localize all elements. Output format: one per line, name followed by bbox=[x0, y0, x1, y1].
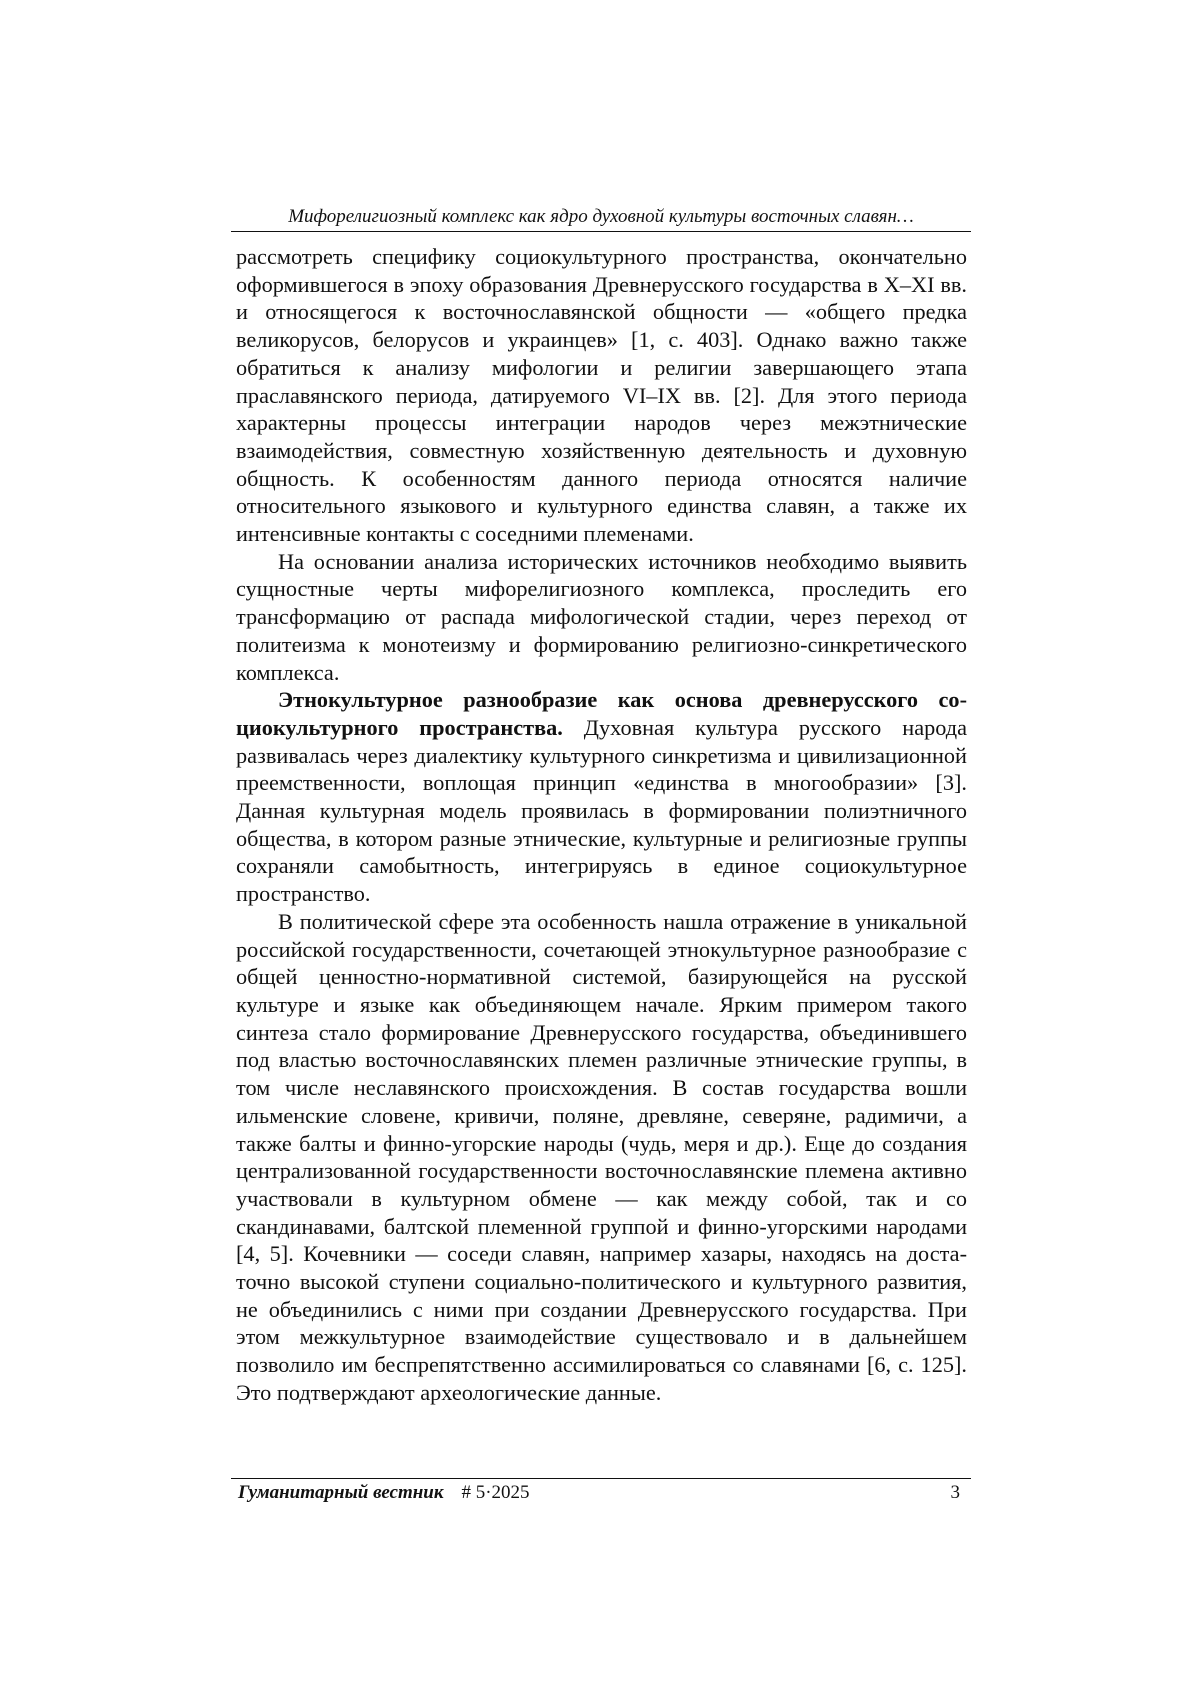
section-heading: Этнокультурное разнообразие как основа древнерусского социокультурного пространства. bbox=[236, 687, 967, 740]
footer bbox=[238, 1482, 960, 1504]
paragraph-text: рассмотреть специфику социокультурного пространства, окончательно оформившегося в эпоху образования Древнерусского государства в X–XI вв. и относящегося к восточнославянской общности — «общего предка великорусов, белорусов и украинцев» [1, с. 403]. Однако важно также обратиться к анализу мифологии и религии завершающего этапа праславянского периода, датируемого VI–IX вв. [2]. Для этого периода характерны процессы интеграции народов через межэтнические взаимодействия, совместную хозяйственную деятельность и духовную общность. К особенностям данного периода относятся наличие относительного языкового и культурного единства славян, а также их интенсивные контакты с соседними племенами. bbox=[236, 244, 967, 547]
running-head: Мифорелигиозный комплекс как ядро духовной культуры восточных славян… bbox=[288, 206, 914, 227]
page-number: 3 bbox=[950, 1482, 960, 1503]
footer-rule bbox=[231, 1478, 971, 1479]
body-text bbox=[236, 243, 967, 1407]
paragraph-text: На основании анализа исторических источников необходимо выявить сущностные черты мифорелигиозного комплекса, проследить его трансформацию от распада мифологической стадии, через переход от политеизма к монотеизму и формированию религиозно-синкретического комплекса. bbox=[236, 548, 967, 685]
issue-number: # 5·2025 bbox=[461, 1482, 530, 1503]
journal-title: Гуманитарный вестник bbox=[238, 1482, 444, 1503]
paragraph-2 bbox=[236, 548, 967, 687]
paragraph-3 bbox=[236, 686, 967, 908]
paragraph-text: В политической сфере эта особенность нашла отражение в уникальной российской государственности, сочетающей этнокультурное разнообразие с общей ценностно-нормативной системой, базирующейся на русской культуре и языке как объединяющем начале. Ярким примером такого синтеза стало формирование Древнерусского государства, объединившего под властью восточнославянских племен различные этнические группы, в том числе неславянского происхождения. В состав государства вошли ильменские словене, кривичи, поляне, древляне, северяне, радимичи, а также балты и финно-угорские народы (чудь, меря и др.). Еще до создания централизованной государственности восточнославянские племена активно участвовали в культурном обмене — как между собой, так и со скандинавами, балтской племенной группой и финно-угорскими народами [4, 5]. Кочевники — соседи славян, например хазары, находясь на достаточно высокой ступени социально-политического и культурного развития, не объединились с ними при создании Древнерусского государства. При этом межкультурное взаимодействие существовало и в дальнейшем позволило им беспрепятственно ассимилироваться со славянами [6, с. 125]. Это подтверждают археологические данные. bbox=[236, 908, 967, 1405]
paragraph-text: Духовная культура русского народа развивалась через диалектику культурного синкретизма и цивилизационной преемственности, воплощая принцип «единства в многообразии» [3]. Данная культурная модель проявилась в формировании полиэтничного общества, в котором разные этнические, культурные и религиозные группы сохраняли самобытность, интегрируясь в единое социокультурное пространство. bbox=[236, 714, 967, 907]
paragraph-4 bbox=[236, 908, 967, 1407]
paragraph-1 bbox=[236, 243, 967, 548]
header-rule bbox=[231, 231, 971, 232]
